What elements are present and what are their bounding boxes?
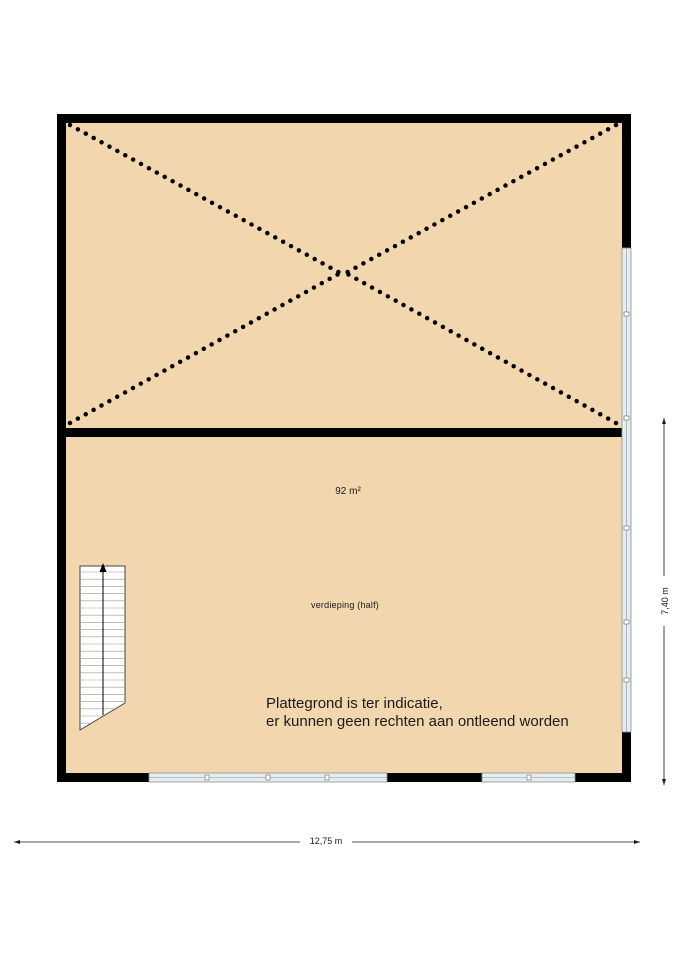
disclaimer-line-2: er kunnen geen rechten aan ontleend worden: [266, 713, 569, 730]
wall-left: [57, 114, 66, 782]
wall-bottom-middle: [387, 773, 482, 782]
wall-right-upper: [622, 114, 631, 248]
wall-bottom-left: [57, 773, 149, 782]
wall-top: [57, 114, 631, 123]
area-label: 92 m²: [335, 486, 361, 497]
room-name-label: verdieping (half): [311, 600, 379, 610]
window-bottom-left: [149, 773, 387, 782]
wall-bottom-right: [575, 773, 631, 782]
dimension-width-label: 12,75 m: [300, 836, 352, 846]
dimension-height-label: 7,40 m: [660, 576, 670, 626]
disclaimer-line-1: Plattegrond is ter indicatie,: [266, 695, 443, 712]
staircase: [80, 563, 125, 730]
window-bottom-right: [482, 773, 575, 782]
interior-wall: [57, 428, 622, 437]
window-right: [622, 248, 631, 732]
floor-area: [62, 119, 626, 777]
